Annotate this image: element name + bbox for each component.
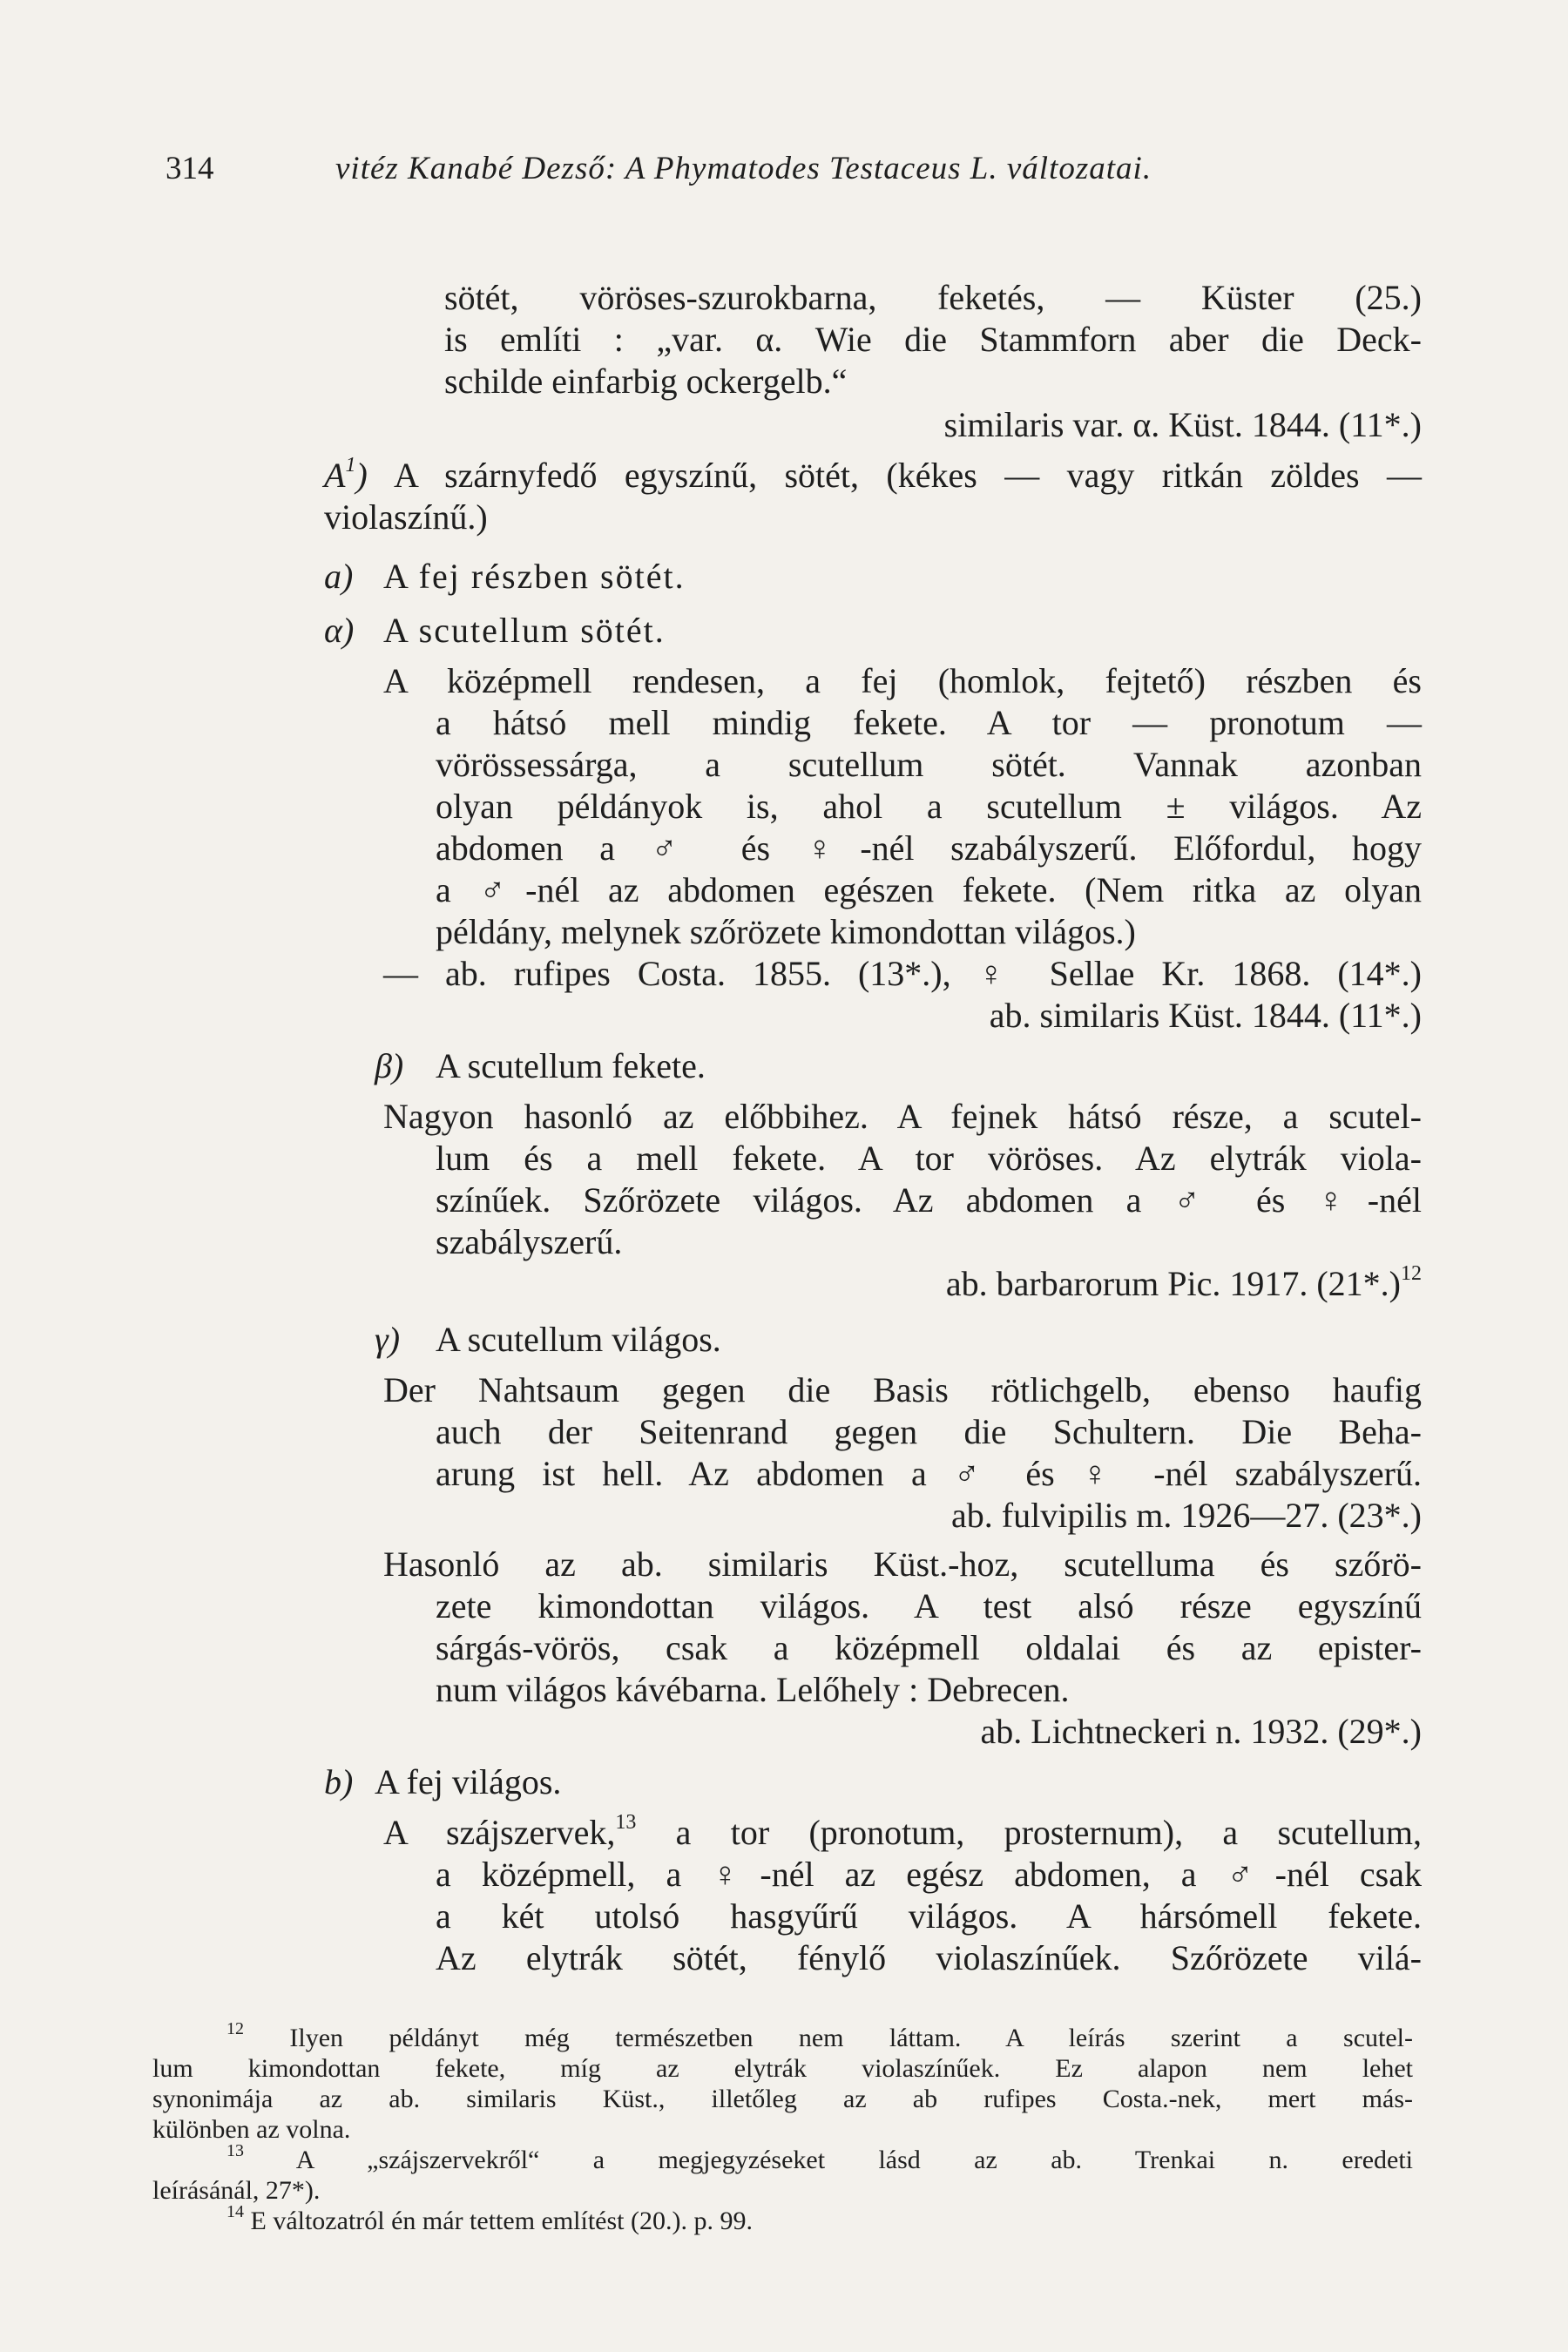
- body-line: Der Nahtsaum gegen die Basis rötlichgelb, ebenso haufig: [383, 1370, 1422, 1409]
- body-line: a hátsó mell mindig fekete. A tor — pronotum —: [436, 703, 1422, 742]
- body-line: a két utolsó hasgyűrű világos. A hársómell fekete.: [436, 1896, 1422, 1936]
- taxon-name: ab. similaris Küst. 1844. (11*.): [989, 996, 1422, 1035]
- body-line: vörössessárga, a scutellum sötét. Vannak azonban: [436, 745, 1422, 784]
- body-line: violaszínű.): [324, 497, 488, 537]
- body-line: a középmell, a ♀-nél az egész abdomen, a ♂-nél csak: [436, 1855, 1422, 1894]
- taxon-name: ab. fulvipilis m. 1926—27. (23*.): [951, 1496, 1422, 1535]
- key-heading: A scutellum sötét.: [383, 611, 666, 650]
- footnote-line: lum kimondottan fekete, míg az elytrák violaszínűek. Ez alapon nem lehet: [152, 2054, 1413, 2083]
- taxon-name: similaris var. α. Küst. 1844. (11*.): [943, 405, 1422, 444]
- body-line: lum és a mell fekete. A tor vöröses. Az elytrák viola-: [436, 1139, 1422, 1178]
- taxon-name: ab. barbarorum Pic. 1917. $(21*.)^{12}$: [945, 1262, 1422, 1303]
- key-label-alpha: α): [324, 611, 355, 650]
- body-line: Hasonló az ab. similaris Küst.-hoz, scutelluma és szőrö-: [383, 1544, 1422, 1584]
- body-line: A középmell rendesen, a fej (homlok, fejtető) részben és: [383, 661, 1422, 700]
- footnote-line: leírásánál, 27*).: [152, 2176, 321, 2205]
- footnote-line: különben az volna.: [152, 2115, 351, 2144]
- body-line: schilde einfarbig ockergelb.“: [444, 362, 848, 401]
- page-number: 314: [166, 151, 214, 186]
- body-line: A szárnyfedő egyszínű, sötét, (kékes — vagy ritkán zöldes —: [394, 456, 1422, 495]
- body-line: olyan példányok is, ahol a scutellum ± világos. Az: [436, 787, 1422, 826]
- footnote-12: $^{12}$ Ilyen példányt még természetben nem láttam. A leírás szerint a scutel-: [226, 2019, 1413, 2052]
- footnote-13: $^{13}$ A „szájszervekről“ a megjegyzéseket lásd az ab. Trenkai n. eredeti: [226, 2141, 1413, 2174]
- key-label-b: b): [324, 1762, 354, 1801]
- running-title: vitéz Kanabé Dezső: A Phymatodes Testaceus L. változatai.: [335, 151, 1152, 186]
- body-line: num világos kávébarna. Lelőhely : Debrecen.: [436, 1670, 1070, 1709]
- key-label-a: a): [324, 557, 354, 596]
- key-heading: A fej részben sötét.: [383, 557, 686, 596]
- body-line: A szájszervek,$^{13}$ a tor (pronotum, prosternum), a scutellum,: [383, 1811, 1423, 1852]
- body-line: is említi : „var. α. Wie die Stammforn aber die Deck-: [444, 320, 1422, 359]
- body-line: színűek. Szőrözete világos. Az abdomen a ♂ és ♀-nél: [436, 1180, 1422, 1220]
- body-line: a ♂-nél az abdomen egészen fekete. (Nem ritka az olyan: [436, 870, 1422, 909]
- taxon-name: — ab. rufipes Costa. 1855. (13*.), ♀ Sellae Kr. 1868. (14*.): [383, 954, 1422, 993]
- body-line: Az elytrák sötét, fénylő violaszínűek. Szőrözete vilá-: [436, 1938, 1422, 1977]
- taxon-name: ab. Lichtneckeri n. 1932. (29*.): [980, 1712, 1422, 1751]
- body-line: példány, melynek szőrözete kimondottan világos.): [436, 912, 1136, 951]
- key-heading: A scutellum világos.: [436, 1320, 721, 1359]
- body-line: auch der Seitenrand gegen die Schultern. Die Beha-: [436, 1412, 1422, 1451]
- body-line: sárgás-vörös, csak a középmell oldalai és az epister-: [436, 1628, 1422, 1667]
- key-label-beta: β): [375, 1046, 404, 1085]
- body-line: abdomen a ♂ és ♀-nél szabályszerű. Előfordul, hogy: [436, 828, 1422, 868]
- key-label-gamma: γ): [375, 1320, 401, 1359]
- body-line: zete kimondottan világos. A test alsó része egyszínű: [436, 1586, 1422, 1625]
- key-label-A1: $A^1$): [324, 454, 368, 495]
- key-heading: A scutellum fekete.: [436, 1046, 706, 1085]
- footnote-14: $^{14}$ E változatról én már tettem említést (20.). p. 99.: [226, 2202, 753, 2235]
- body-line: szabályszerű.: [436, 1222, 623, 1261]
- footnote-line: synonimája az ab. similaris Küst., illetőleg az ab rufipes Costa.-nek, mert más-: [152, 2085, 1413, 2113]
- body-line: Nagyon hasonló az előbbihez. A fejnek hátsó része, a scutel-: [383, 1097, 1422, 1136]
- body-line: arung ist hell. Az abdomen a ♂ és ♀ -nél szabályszerű.: [436, 1454, 1422, 1493]
- key-heading: A fej világos.: [375, 1762, 562, 1801]
- body-line: sötét, vöröses-szurokbarna, feketés, — Küster (25.): [444, 278, 1422, 317]
